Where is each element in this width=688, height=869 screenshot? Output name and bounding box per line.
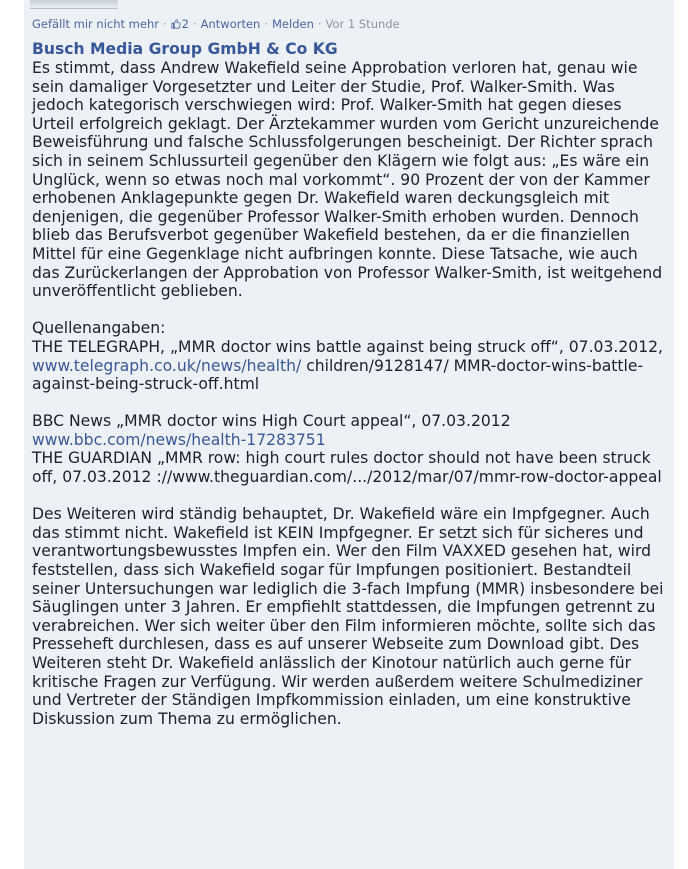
source-bbc: BBC News „MMR doctor wins High Court appeal“, 07.03.2012 <box>32 412 511 431</box>
comment-paragraph-2: Des Weiteren wird ständig behauptet, Dr. Wakefield wäre ein Impfgegner. Auch das stimmt nicht. Wakefield ist KEIN Impfgegner. Er setzt sich für sicheres und verantwortungsbewusstes Impfen ein. Wer den Film VAXXED gesehen hat, wird feststellen, dass sich Wakefield sogar für Impfungen positioniert. Bestandteil seiner Untersuchungen war lediglich die 3-fach Impfung (MMR) insbesondere bei Säuglingen unter 3 Jahren. Er empfiehlt stattdessen, die Impfungen getrennt zu verabreichen. Wer sich weiter über den Film informieren möchte, sollte sich das Presseheft durchlesen, dass es auf unserer Webseite zum Download gibt. Des Weiteren steht Dr. Wakefield anlässlich der Kinotour natürlich auch gerne für kritische Fragen zur Verfügung. Wir werden außerdem weitere Schulmediziner und Vertreter der Ständigen Impfkommission einladen, um eine konstruktive Diskussion zum Thema zu ermöglichen. <box>32 505 664 728</box>
like-count-value: 2 <box>181 17 189 31</box>
sources-heading: Quellenangaben: <box>32 319 166 338</box>
unlike-link[interactable]: Gefällt mir nicht mehr <box>32 17 159 31</box>
source-telegraph: THE TELEGRAPH, „MMR doctor wins battle against being struck off“, 07.03.2012, www.telegraph.co.uk/news/health/ children/9128147/ MMR-doctor-wins-battle-against-being-struck-off.html <box>32 337 663 394</box>
comment-body <box>32 40 668 728</box>
telegraph-link[interactable]: www.telegraph.co.uk/news/health/ <box>32 356 302 375</box>
timestamp[interactable]: Vor 1 Stunde <box>325 17 400 31</box>
like-count[interactable] <box>171 17 189 31</box>
thumbs-up-icon <box>171 19 181 29</box>
reply-link[interactable]: Antworten <box>200 17 261 31</box>
attached-image-edge[interactable] <box>30 0 118 9</box>
bbc-link[interactable]: www.bbc.com/news/health-17283751 <box>32 430 326 449</box>
comment-author-link[interactable]: Busch Media Group GmbH & Co KG <box>32 40 338 58</box>
report-link[interactable]: Melden <box>272 17 314 31</box>
comment-thread <box>24 0 674 869</box>
source-guardian: THE GUARDIAN „MMR row: high court rules doctor should not have been struck off, 07.03.2012 ://www.theguardian.com/.../2012/mar/07/mmr-row-doctor-appeal <box>32 449 662 487</box>
comment-paragraph-1: Es stimmt, dass Andrew Wakefield seine Approbation verloren hat, genau wie sein damaliger Vorgesetzter und Leiter der Studie, Prof. Walker-Smith. Was jedoch kategorisch verschwiegen wird: Prof. Walker-Smith hat gegen dieses Urteil erfolgreich geklagt. Der Ärztekammer wurden vom Gericht unzureichende Beweisführung und falsche Schlussfolgerungen bescheinigt. Der Richter sprach sich in seinem Schlussurteil gegenüber den Klägern wie folgt aus: „Es wäre ein Unglück, wenn so etwas noch mal vorkommt“. 90 Prozent der von der Kammer erhobenen Anklagepunkte gegen Dr. Wakefield waren deckungsgleich mit denjenigen, die gegenüber Professor Walker-Smith erhoben wurden. Dennoch blieb das Berufsverbot gegenüber Wakefield bestehen, da er die finanziellen Mittel für eine Gegenklage nicht aufbringen konnte. Diese Tatsache, wie auch das Zurückerlangen der Approbation von Professor Walker-Smith, ist weitgehend unveröffentlicht geblieben. <box>32 59 663 301</box>
comment-actions-bar: Gefällt mir nicht mehr · 2 · Antworten · Melden · Vor 1 Stunde <box>32 17 400 31</box>
